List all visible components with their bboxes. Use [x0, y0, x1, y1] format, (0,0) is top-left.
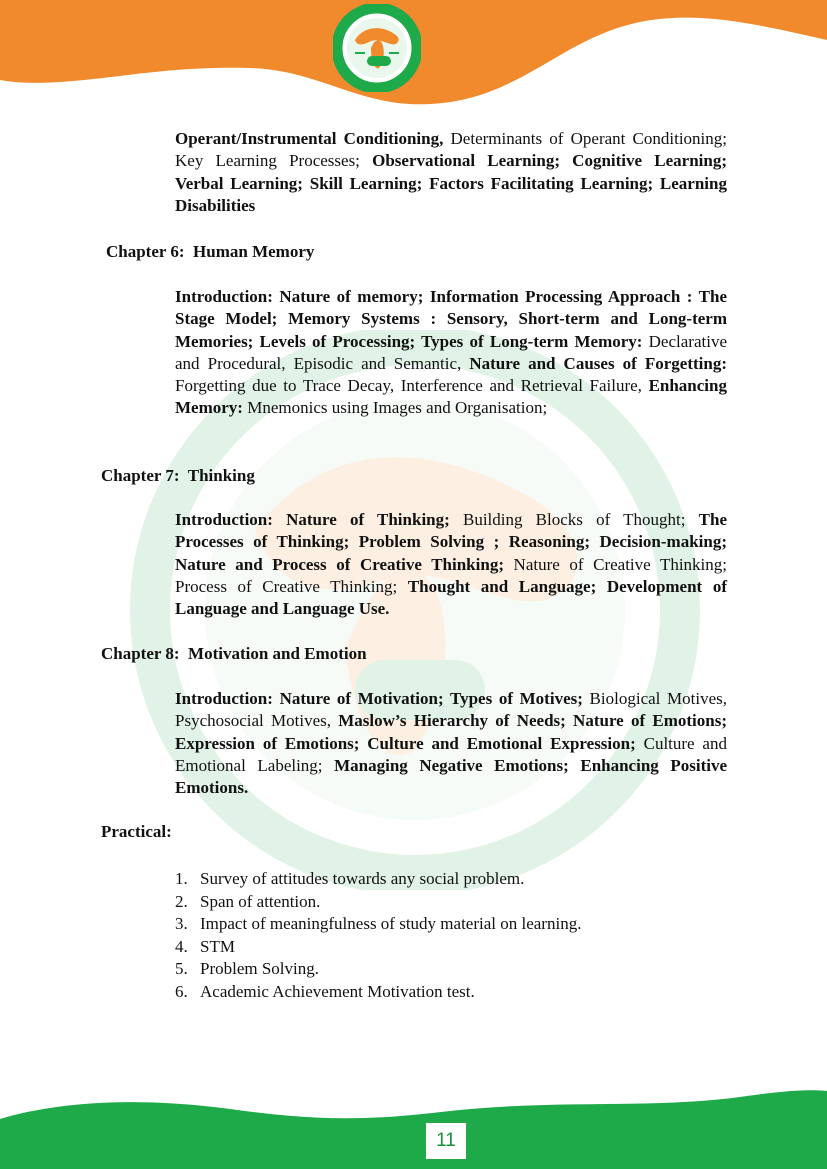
list-item: 5. Problem Solving. [175, 959, 320, 978]
bold-text-run: Observational Learning; Cognitive Learning; Verbal Learning; Skill Learning; Factors Facilitating Learning; Learning Disabilities [175, 151, 727, 215]
text-run: Nature of Creative Thinking; Process of Creative Thinking; [175, 554, 727, 596]
text-run: Declarative and Procedural, Episodic and Semantic, [175, 331, 727, 373]
text-run: Building Blocks of Thought; [449, 510, 699, 529]
chapter-6-heading: Chapter 6: Human Memory [106, 242, 315, 261]
practical-list [175, 868, 675, 1003]
intro-paragraph [175, 128, 727, 217]
footer-green-wave [0, 1079, 827, 1169]
chapter-8-heading: Chapter 8: Motivation and Emotion [101, 644, 367, 663]
list-item: 6. Academic Achievement Motivation test. [175, 981, 475, 1001]
chapter-8-paragraph [175, 688, 727, 799]
bold-text-run: Nature and Causes of Forgetting: [469, 353, 727, 373]
list-item: 1. Survey of attitudes towards any social problem. [175, 869, 525, 888]
bold-text-run: Introduction: Nature of Motivation; Types of Motives; [175, 689, 583, 708]
chapter-7-paragraph [175, 509, 727, 620]
bold-text-run: The Processes of Thinking; Problem Solving ; Reasoning; Decision-making; Nature and Process of Creative Thinking; [175, 510, 727, 574]
text-run: Forgetting due to Trace Decay, Interference and Retrieval Failure, [175, 376, 649, 396]
page-number: 11 [425, 1122, 467, 1160]
bold-text-run: Introduction: Nature of memory; Information Processing Approach : The Stage Model; Memory Systems : Sensory, Short-term and Long-term Memories; Levels of Processing; Types of Long-term Memory: [175, 287, 727, 351]
text-run: Biological Motives, Psychosocial Motives, [175, 689, 728, 731]
list-item: 3. Impact of meaningfulness of study material on learning. [175, 914, 582, 933]
practical-heading: Practical: [101, 822, 172, 841]
chapter-7-heading: Chapter 7: Thinking [101, 466, 255, 485]
list-item: 2. Span of attention. [175, 891, 321, 911]
text-run: Determinants of Operant Conditioning; Key Learning Processes; [175, 129, 727, 171]
list-item: 4. STM [175, 936, 235, 956]
bold-text-run: Introduction: Nature of Thinking; [175, 510, 450, 529]
bold-text-run: Managing Negative Emotions; Enhancing Positive Emotions. [175, 755, 728, 798]
chapter-6-paragraph [175, 286, 727, 420]
bold-text-run: Operant/Instrumental Conditioning, [175, 129, 444, 148]
bold-text-run: Thought and Language; Development of Language and Language Use. [175, 576, 727, 619]
text-run: Culture and Emotional Labeling; [175, 733, 727, 775]
bold-text-run: Maslow’s Hierarchy of Needs; Nature of Emotions; Expression of Emotions; Culture and Emotional Expression; [175, 711, 727, 753]
text-run: Mnemonics using Images and Organisation; [242, 398, 548, 418]
bold-text-run: Enhancing Memory: [175, 376, 727, 418]
